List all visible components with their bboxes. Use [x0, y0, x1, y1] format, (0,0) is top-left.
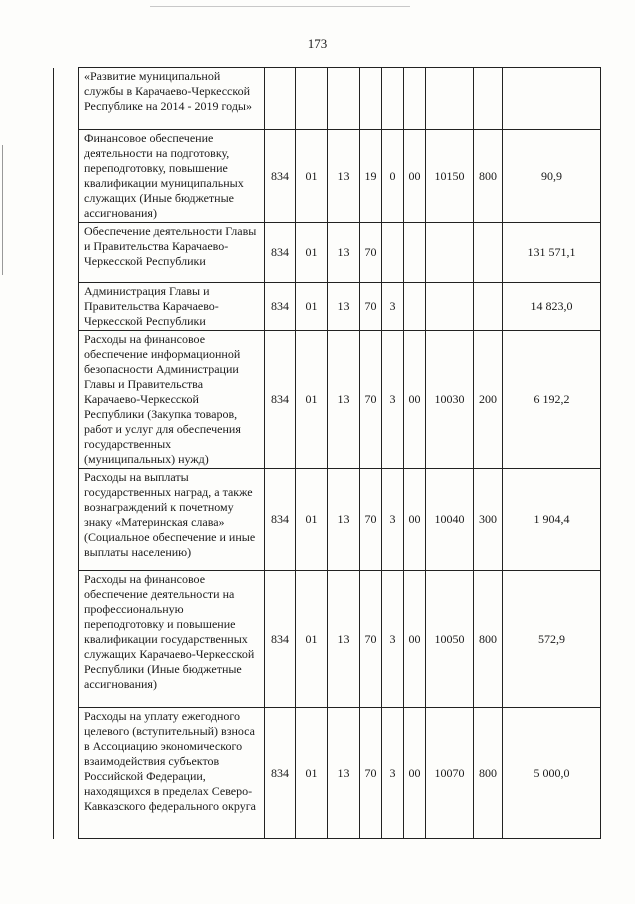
cell-pr: 13: [328, 469, 360, 571]
table-row: [54, 331, 601, 469]
cell-group: 00: [404, 571, 426, 708]
cell-gr: [265, 68, 296, 130]
cell-name: «Развитие муниципальной службы в Карачаево-Черкесской Республике на 2014 - 2019 годы»: [79, 68, 265, 130]
budget-table: [53, 67, 601, 839]
cell-amount: 5 000,0: [503, 708, 601, 839]
cell-name: Расходы на выплаты государственных наград, а также вознаграждений к почетному знаку «Материнская слава» (Социальное обеспечение и иные выплаты населению): [79, 469, 265, 571]
row-margin-cell: [54, 223, 79, 283]
cell-group: 00: [404, 708, 426, 839]
cell-subprogram: 0: [382, 130, 404, 223]
row-margin-cell: [54, 469, 79, 571]
cell-name: Расходы на финансовое обеспечение деятельности на профессиональную переподготовку и повышение квалификации государственных служащих Карачаево-Черкесской Республики (Иные бюджетные ассигнования): [79, 571, 265, 708]
cell-program: 70: [360, 223, 382, 283]
cell-pr: [328, 68, 360, 130]
cell-group: 00: [404, 469, 426, 571]
cell-name: Расходы на уплату ежегодного целевого (вступительный) взноса в Ассоциацию экономического взаимодействия субъектов Российской Федерации, находящихся в пределах Северо-Кавказского федерального округа: [79, 708, 265, 839]
cell-vr: 800: [474, 571, 503, 708]
cell-gr: 834: [265, 708, 296, 839]
cell-direction: 10040: [426, 469, 474, 571]
cell-subprogram: [382, 223, 404, 283]
cell-rz: 01: [296, 331, 328, 469]
cell-direction: [426, 223, 474, 283]
cell-group: [404, 223, 426, 283]
cell-amount: [503, 68, 601, 130]
cell-program: 70: [360, 331, 382, 469]
cell-vr: 200: [474, 331, 503, 469]
cell-direction: 10150: [426, 130, 474, 223]
cell-amount: 90,9: [503, 130, 601, 223]
cell-program: 70: [360, 283, 382, 331]
cell-gr: 834: [265, 283, 296, 331]
cell-amount: 1 904,4: [503, 469, 601, 571]
cell-vr: 800: [474, 708, 503, 839]
cell-vr: [474, 223, 503, 283]
table-row: [54, 130, 601, 223]
row-margin-cell: [54, 571, 79, 708]
cell-program: 70: [360, 708, 382, 839]
cell-program: 70: [360, 469, 382, 571]
row-margin-cell: [54, 68, 79, 130]
cell-name: Администрация Главы и Правительства Карачаево-Черкесской Республики: [79, 283, 265, 331]
cell-subprogram: 3: [382, 469, 404, 571]
cell-gr: 834: [265, 223, 296, 283]
cell-group: [404, 283, 426, 331]
page-number: 173: [307, 36, 328, 51]
table-row: [54, 571, 601, 708]
cell-amount: 572,9: [503, 571, 601, 708]
table-row: [54, 223, 601, 283]
cell-direction: 10070: [426, 708, 474, 839]
cell-subprogram: 3: [382, 331, 404, 469]
cell-name: Расходы на финансовое обеспечение информационной безопасности Администрации Главы и Правительства Карачаево-Черкесской Республики (Закупка товаров, работ и услуг для обеспечения государственных (муниципальных) нужд): [79, 331, 265, 469]
cell-rz: 01: [296, 708, 328, 839]
cell-pr: 13: [328, 283, 360, 331]
cell-subprogram: 3: [382, 708, 404, 839]
cell-direction: [426, 68, 474, 130]
cell-pr: 13: [328, 571, 360, 708]
cell-subprogram: [382, 68, 404, 130]
cell-direction: 10050: [426, 571, 474, 708]
cell-amount: 131 571,1: [503, 223, 601, 283]
cell-name: Обеспечение деятельности Главы и Правительства Карачаево-Черкесской Республики: [79, 223, 265, 283]
top-scan-rule: [150, 6, 410, 7]
row-margin-cell: [54, 708, 79, 839]
cell-program: 19: [360, 130, 382, 223]
table-row: [54, 469, 601, 571]
row-margin-cell: [54, 331, 79, 469]
row-margin-cell: [54, 283, 79, 331]
cell-name: Финансовое обеспечение деятельности на подготовку, переподготовку, повышение квалификации муниципальных служащих (Иные бюджетные ассигнования): [79, 130, 265, 223]
cell-vr: [474, 68, 503, 130]
cell-rz: 01: [296, 130, 328, 223]
cell-amount: 14 823,0: [503, 283, 601, 331]
table-row: [54, 708, 601, 839]
cell-vr: 300: [474, 469, 503, 571]
cell-pr: 13: [328, 130, 360, 223]
cell-rz: 01: [296, 469, 328, 571]
cell-gr: 834: [265, 130, 296, 223]
cell-program: [360, 68, 382, 130]
cell-group: 00: [404, 130, 426, 223]
cell-amount: 6 192,2: [503, 331, 601, 469]
cell-vr: [474, 283, 503, 331]
cell-gr: 834: [265, 469, 296, 571]
cell-vr: 800: [474, 130, 503, 223]
cell-rz: 01: [296, 223, 328, 283]
cell-direction: 10030: [426, 331, 474, 469]
cell-gr: 834: [265, 571, 296, 708]
cell-group: [404, 68, 426, 130]
cell-program: 70: [360, 571, 382, 708]
cell-subprogram: 3: [382, 571, 404, 708]
row-margin-cell: [54, 130, 79, 223]
cell-group: 00: [404, 331, 426, 469]
cell-rz: [296, 68, 328, 130]
cell-direction: [426, 283, 474, 331]
table-row: [54, 283, 601, 331]
scan-edge-mark: [2, 145, 3, 275]
cell-rz: 01: [296, 571, 328, 708]
cell-pr: 13: [328, 331, 360, 469]
cell-rz: 01: [296, 283, 328, 331]
cell-pr: 13: [328, 708, 360, 839]
table-row: [54, 68, 601, 130]
cell-subprogram: 3: [382, 283, 404, 331]
cell-pr: 13: [328, 223, 360, 283]
cell-gr: 834: [265, 331, 296, 469]
